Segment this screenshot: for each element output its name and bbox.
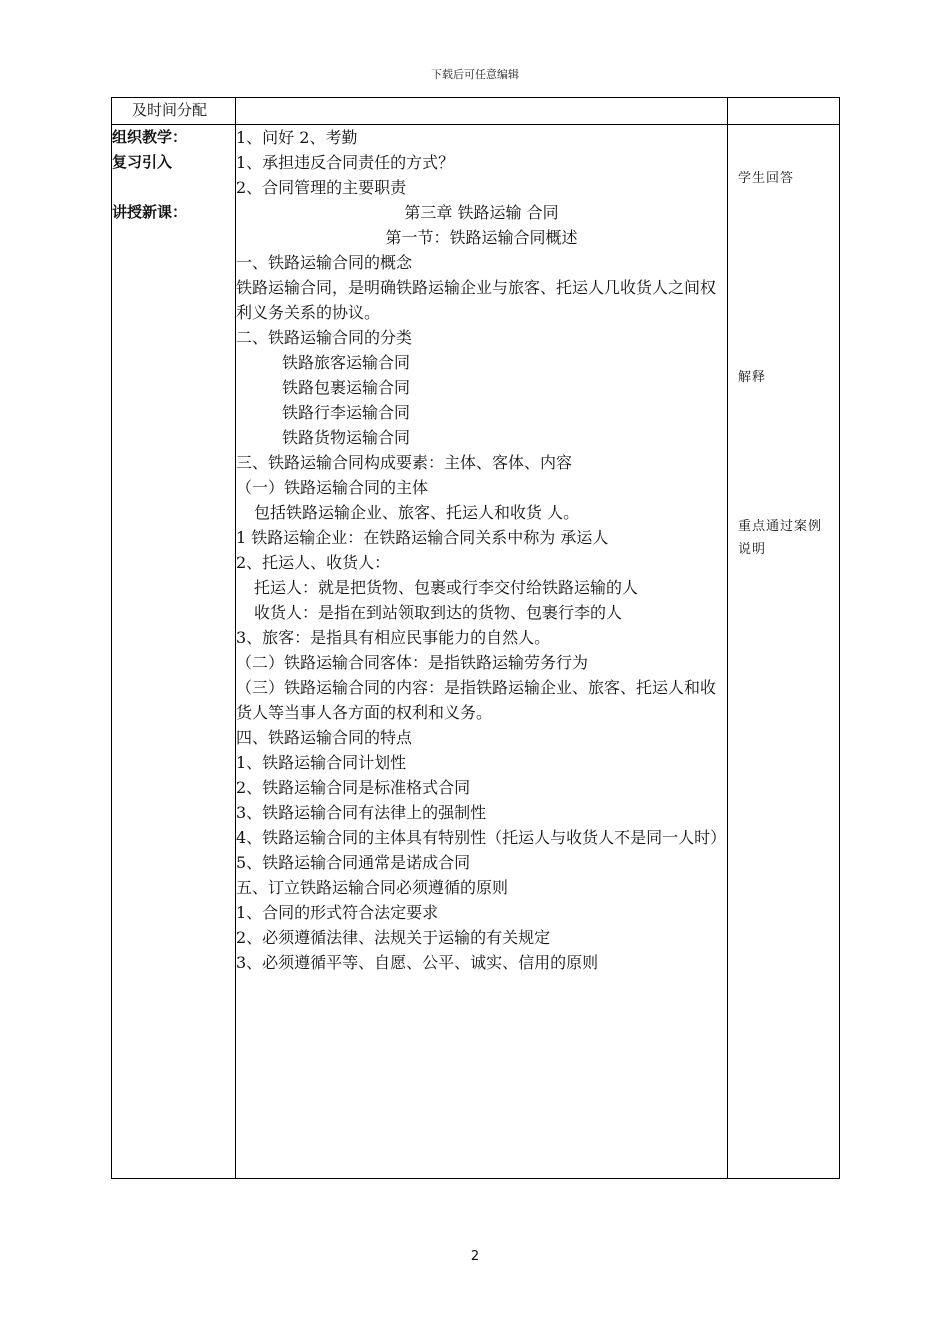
lesson-plan-table [111, 97, 840, 1179]
shipper-definition: 托运人：就是把货物、包裹或行李交付给铁路运输的人 [254, 578, 639, 597]
time-allocation-label: 及时间分配 [112, 98, 236, 125]
element-railway-enterprise: 1 铁路运输企业：在铁路运输合同关系中称为 承运人 [236, 528, 609, 547]
definition-text: 铁路运输合同，是明确铁路运输企业与旅客、托运人几收货人之间权利义务关系的协议。 [236, 278, 717, 322]
review-question-2: 2、合同管理的主要职责 [236, 178, 407, 197]
element-passenger: 3、旅客：是指具有相应民事能力的自然人。 [236, 628, 551, 647]
heading-elements: 三、铁路运输合同构成要素：主体、客体、内容 [236, 453, 573, 472]
contract-type-item: 铁路货物运输合同 [282, 428, 411, 447]
greeting-attendance: 1、问好 2、考勤 [236, 128, 358, 147]
subheading-content: （三）铁路运输合同的内容：是指铁路运输企业、旅客、托运人和收货人等当事人各方面的权利和义务。 [236, 678, 717, 722]
feature-item: 2、铁路运输合同是标准格式合同 [236, 778, 471, 797]
principle-item: 2、必须遵循法律、法规关于运输的有关规定 [236, 928, 551, 947]
subject-description: 包括铁路运输企业、旅客、托运人和收货 人。 [254, 503, 580, 522]
subheading-subject: （一）铁路运输合同的主体 [236, 478, 429, 497]
contract-type-item: 铁路包裹运输合同 [282, 378, 411, 397]
heading-classification: 二、铁路运输合同的分类 [236, 328, 413, 347]
stage-labels-column [112, 125, 236, 1179]
section-title: 第一节：铁路运输合同概述 [385, 228, 578, 247]
heading-principles: 五、订立铁路运输合同必须遵循的原则 [236, 878, 509, 897]
note-explain: 解释 [738, 370, 767, 385]
principle-item: 1、合同的形式符合法定要求 [236, 903, 439, 922]
note-case-study: 重点通过案例说明 [738, 519, 823, 557]
empty-cell [236, 98, 728, 125]
consignee-definition: 收货人：是指在到站领取到达的货物、包裹行李的人 [254, 603, 623, 622]
feature-item: 5、铁路运输合同通常是诺成合同 [236, 853, 471, 872]
subheading-object: （二）铁路运输合同客体：是指铁路运输劳务行为 [236, 653, 589, 672]
principle-item: 3、必须遵循平等、自愿、公平、诚实、信用的原则 [236, 953, 599, 972]
review-question-1: 1、承担违反合同责任的方式？ [236, 153, 455, 172]
contract-type-item: 铁路行李运输合同 [282, 403, 411, 422]
label-organize-teaching: 组织教学： [112, 128, 188, 146]
table-row-main [112, 125, 840, 1179]
table-row-time-allocation [112, 98, 840, 125]
empty-cell [728, 98, 840, 125]
notes-column [728, 125, 840, 1179]
header-note: 下载后可任意编辑 [431, 68, 519, 81]
page-number: 2 [470, 1249, 480, 1264]
heading-concept: 一、铁路运输合同的概念 [236, 253, 413, 272]
chapter-title: 第三章 铁路运输 合同 [404, 203, 559, 222]
contract-type-item: 铁路旅客运输合同 [282, 353, 411, 372]
label-review-intro: 复习引入 [112, 153, 173, 171]
feature-item: 1、铁路运输合同计划性 [236, 753, 407, 772]
label-new-lesson: 讲授新课： [112, 203, 188, 221]
heading-features: 四、铁路运输合同的特点 [236, 728, 413, 747]
note-student-answer: 学生回答 [738, 171, 795, 186]
feature-item: 4、铁路运输合同的主体具有特别性（托运人与收货人不是同一人时） [236, 828, 727, 847]
feature-item: 3、铁路运输合同有法律上的强制性 [236, 803, 487, 822]
element-shipper-consignee: 2、托运人、收货人： [236, 553, 391, 572]
lesson-content-column [236, 125, 728, 1179]
